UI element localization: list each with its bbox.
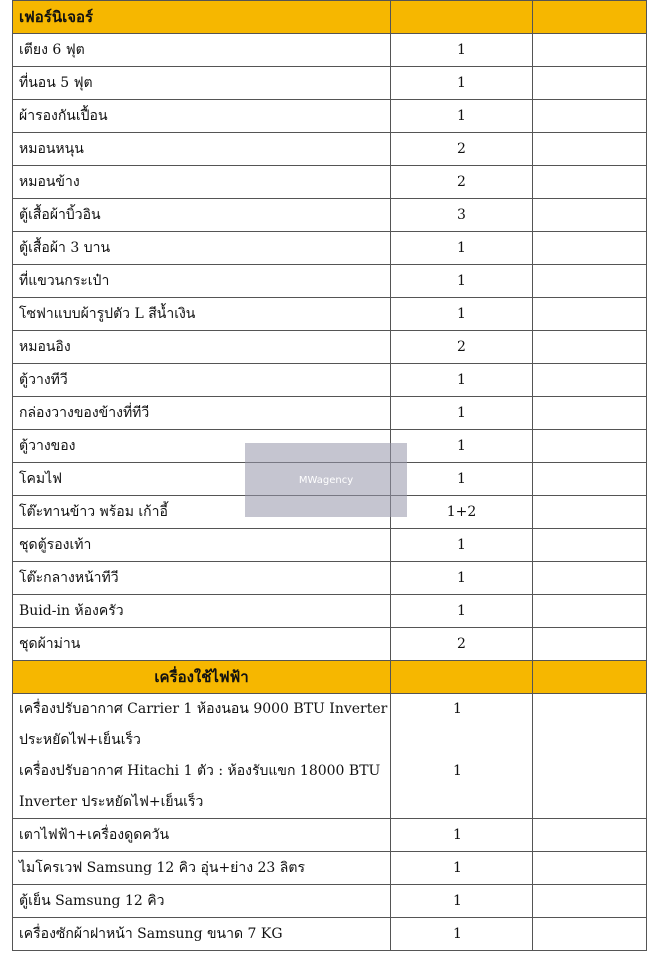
item-blank bbox=[533, 34, 647, 67]
item-blank bbox=[533, 331, 647, 364]
table-row bbox=[13, 364, 647, 397]
table-row bbox=[13, 166, 647, 199]
section-blank bbox=[533, 661, 647, 694]
item-qty-multiline bbox=[391, 694, 533, 819]
item-qty: 2 bbox=[391, 628, 533, 661]
item-qty: 1 bbox=[391, 364, 533, 397]
table-row bbox=[13, 232, 647, 265]
section-title: เฟอร์นิเจอร์ bbox=[13, 1, 391, 34]
table-row bbox=[13, 694, 647, 819]
item-blank bbox=[533, 529, 647, 562]
section-blank bbox=[533, 1, 647, 34]
table-row bbox=[13, 100, 647, 133]
section-blank bbox=[391, 661, 533, 694]
table-row bbox=[13, 595, 647, 628]
item-name: ตู้เสื้อผ้า 3 บาน bbox=[13, 232, 391, 265]
table-row bbox=[13, 67, 647, 100]
item-name: ตู้เสื้อผ้าบิ้วอิน bbox=[13, 199, 391, 232]
item-line: เครื่องปรับอากาศ Hitachi 1 ตัว : ห้องรับแขก 18000 BTU bbox=[19, 763, 381, 779]
item-qty: 1 bbox=[391, 852, 533, 885]
item-name: โคมไฟ bbox=[13, 463, 391, 496]
item-qty: 3 bbox=[391, 199, 533, 232]
item-qty: 1 bbox=[391, 100, 533, 133]
item-name: เตาไฟฟ้า+เครื่องดูดควัน bbox=[13, 819, 391, 852]
item-name: หมอนข้าง bbox=[13, 166, 391, 199]
table-row bbox=[13, 819, 647, 852]
item-qty: 1 bbox=[391, 67, 533, 100]
item-qty: 1 bbox=[391, 397, 533, 430]
table-row bbox=[13, 265, 647, 298]
section-title: เครื่องใช้ไฟฟ้า bbox=[13, 661, 391, 694]
item-line: Inverter ประหยัดไฟ+เย็นเร็ว bbox=[19, 794, 204, 810]
section-blank bbox=[391, 1, 533, 34]
item-line: เครื่องปรับอากาศ Carrier 1 ห้องนอน 9000 BTU Inverter bbox=[19, 701, 388, 717]
item-name: โต๊ะกลางหน้าทีวี bbox=[13, 562, 391, 595]
item-qty: 1 bbox=[391, 298, 533, 331]
item-blank bbox=[533, 628, 647, 661]
item-name: ชุดผ้าม่าน bbox=[13, 628, 391, 661]
item-blank bbox=[533, 166, 647, 199]
item-line: ประหยัดไฟ+เย็นเร็ว bbox=[19, 732, 141, 748]
item-blank bbox=[533, 265, 647, 298]
item-qty: 1 bbox=[391, 529, 533, 562]
item-blank bbox=[533, 364, 647, 397]
table-row bbox=[13, 298, 647, 331]
table-row bbox=[13, 628, 647, 661]
item-name: โซฟาแบบผ้ารูปตัว L สีน้ำเงิน bbox=[13, 298, 391, 331]
item-name: ตู้วางของ bbox=[13, 430, 391, 463]
section-header-furniture bbox=[13, 1, 647, 34]
item-name: หมอนหนุน bbox=[13, 133, 391, 166]
item-blank bbox=[533, 298, 647, 331]
item-qty: 1 bbox=[391, 232, 533, 265]
item-blank bbox=[533, 199, 647, 232]
section-header-appliances bbox=[13, 661, 647, 694]
item-qty: 1 bbox=[391, 819, 533, 852]
item-name: เครื่องซักผ้าฝาหน้า Samsung ขนาด 7 KG bbox=[13, 918, 391, 951]
watermark: MWagency bbox=[245, 443, 407, 517]
item-blank bbox=[533, 562, 647, 595]
item-qty: 1 bbox=[453, 763, 462, 779]
table-row bbox=[13, 918, 647, 951]
item-name: โต๊ะทานข้าว พร้อม เก้าอี้ bbox=[13, 496, 391, 529]
item-qty: 1 bbox=[391, 34, 533, 67]
item-blank bbox=[533, 67, 647, 100]
item-name: ที่นอน 5 ฟุต bbox=[13, 67, 391, 100]
item-qty: 1 bbox=[391, 595, 533, 628]
item-qty: 2 bbox=[391, 133, 533, 166]
item-name: ตู้เย็น Samsung 12 คิว bbox=[13, 885, 391, 918]
item-blank bbox=[533, 852, 647, 885]
table-row bbox=[13, 397, 647, 430]
item-name-multiline bbox=[13, 694, 391, 819]
item-qty: 1 bbox=[391, 562, 533, 595]
item-blank bbox=[533, 819, 647, 852]
item-blank bbox=[533, 100, 647, 133]
item-blank bbox=[533, 918, 647, 951]
item-qty: 1 bbox=[391, 885, 533, 918]
item-blank bbox=[533, 694, 647, 819]
table-row bbox=[13, 852, 647, 885]
item-blank bbox=[533, 232, 647, 265]
item-blank bbox=[533, 397, 647, 430]
item-blank bbox=[533, 885, 647, 918]
item-blank bbox=[533, 133, 647, 166]
table-row bbox=[13, 199, 647, 232]
item-blank bbox=[533, 463, 647, 496]
item-qty: 1 bbox=[391, 430, 533, 463]
item-name: ตู้วางทีวี bbox=[13, 364, 391, 397]
item-blank bbox=[533, 496, 647, 529]
item-qty: 1+2 bbox=[391, 496, 533, 529]
item-qty: 1 bbox=[391, 265, 533, 298]
item-name: กล่องวางของข้างที่ทีวี bbox=[13, 397, 391, 430]
item-qty: 2 bbox=[391, 166, 533, 199]
item-name: ผ้ารองกันเปื้อน bbox=[13, 100, 391, 133]
item-name: เตียง 6 ฟุต bbox=[13, 34, 391, 67]
item-qty: 2 bbox=[391, 331, 533, 364]
item-blank bbox=[533, 595, 647, 628]
item-qty: 1 bbox=[453, 701, 462, 717]
table-row bbox=[13, 331, 647, 364]
item-qty: 1 bbox=[391, 463, 533, 496]
table-row bbox=[13, 529, 647, 562]
item-name: Buid-in ห้องครัว bbox=[13, 595, 391, 628]
table-row bbox=[13, 885, 647, 918]
item-name: ที่แขวนกระเป๋า bbox=[13, 265, 391, 298]
item-qty: 1 bbox=[391, 918, 533, 951]
item-name: ชุดตู้รองเท้า bbox=[13, 529, 391, 562]
item-name: ไมโครเวฟ Samsung 12 คิว อุ่น+ย่าง 23 ลิตร bbox=[13, 852, 391, 885]
item-name: หมอนอิง bbox=[13, 331, 391, 364]
table-row bbox=[13, 34, 647, 67]
table-row bbox=[13, 562, 647, 595]
table-row bbox=[13, 133, 647, 166]
item-blank bbox=[533, 430, 647, 463]
